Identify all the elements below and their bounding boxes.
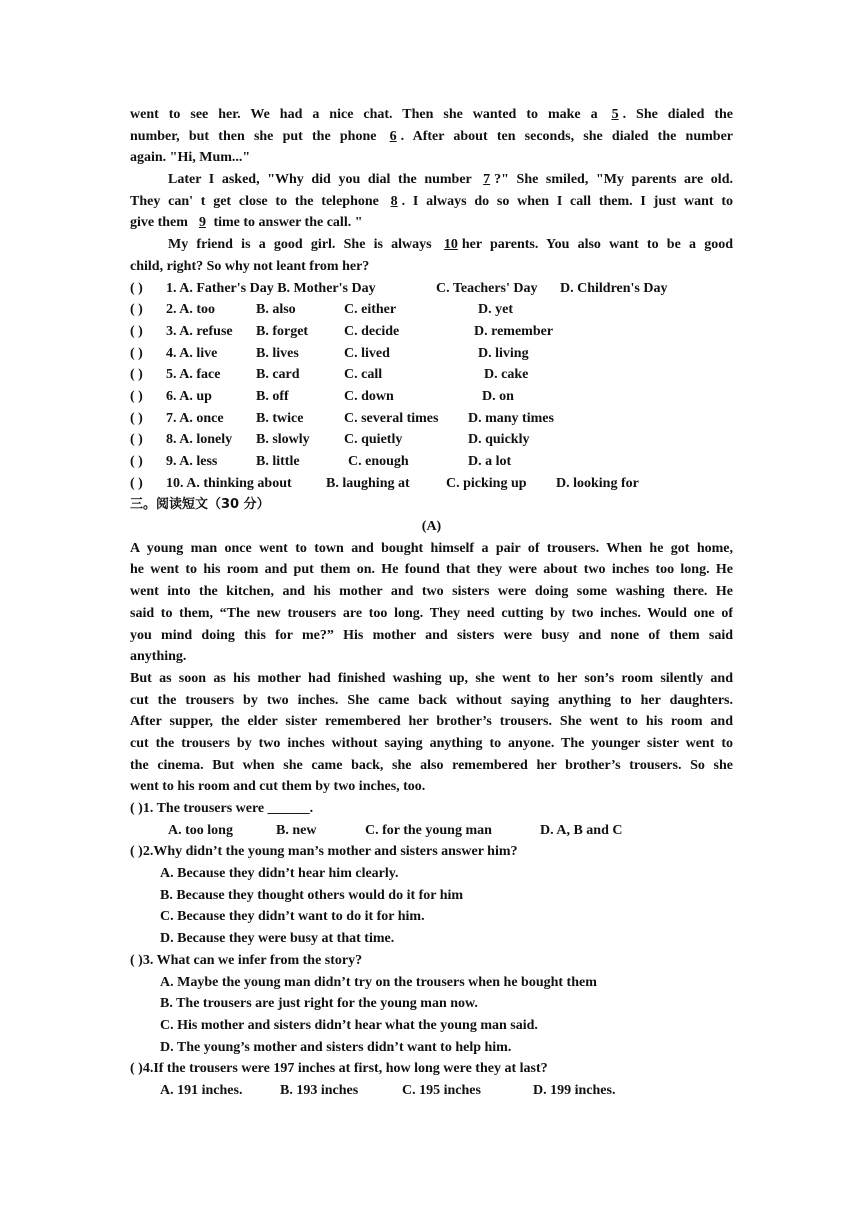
cloze-line	[130, 212, 733, 234]
option-b: B. also	[256, 302, 296, 318]
option-c: C. down	[344, 388, 394, 404]
option-b: B. forget	[256, 323, 309, 339]
option-b: B. off	[256, 388, 289, 404]
option-b: B. The trousers are just right for the young man now.	[160, 996, 478, 1012]
answer-paren[interactable]: ( )	[130, 454, 143, 469]
passage-line: cut the trousers by two inches. She came back without saying anything to her daughters.	[130, 692, 733, 708]
option-d: D. 199 inches.	[533, 1082, 616, 1098]
cloze-line	[130, 104, 733, 126]
passage-line: But as soon as his mother had finished washing up, she went to her son’s room silently and	[130, 670, 733, 686]
option-a: 8. A. lonely	[166, 432, 233, 448]
section-heading: 三。阅读短文（30 分）	[130, 497, 270, 513]
option-b: B. laughing at	[326, 475, 410, 491]
answer-paren[interactable]: ( )	[130, 345, 143, 361]
answer-paren[interactable]: ( )	[130, 432, 143, 448]
option-c: C. several times	[344, 410, 439, 426]
option-a: A. too long	[168, 822, 233, 838]
passage-line: anything.	[130, 649, 187, 665]
question-row	[130, 473, 733, 495]
option-d: D. quickly	[468, 432, 530, 448]
passage-line: A young man once went to town and bought himself a pair of trousers. When he got home,	[130, 540, 733, 556]
option-a: 6. A. up	[166, 388, 212, 404]
option-c: C. call	[344, 367, 383, 383]
reading-question-2	[130, 841, 733, 949]
option-b: B. card	[256, 367, 300, 383]
option-d: D. Because they were busy at that time.	[160, 931, 395, 947]
passage-line: the cinema. But when she came back, she also remembered her brother’s trousers. So she	[130, 757, 733, 773]
passage-text: My friend is a good girl. She is always	[168, 237, 440, 253]
answer-paren[interactable]: ( )	[130, 302, 143, 318]
passage-line: went to his room and cut them by two inches, too.	[130, 779, 426, 795]
passage-text: number, but then she put the phone	[130, 128, 386, 144]
cloze-line	[130, 169, 733, 191]
option-d: D. on	[482, 388, 514, 404]
options-row	[130, 1080, 733, 1102]
cloze-line	[130, 234, 733, 256]
blank-5: 5	[611, 107, 619, 122]
option-c: C. 195 inches	[402, 1082, 481, 1098]
option-a: A. Because they didn’t hear him clearly.	[160, 866, 399, 882]
option-b: B. little	[256, 454, 300, 469]
option-c: C. quietly	[344, 432, 403, 448]
passage-line: you mind doing this for me?” His mother and sisters were busy and none of them said	[130, 627, 733, 643]
question-stem[interactable]: ( )4.If the trousers were 197 inches at first, how long were they at last?	[130, 1061, 548, 1077]
answer-paren[interactable]: ( )	[130, 388, 143, 404]
option-d: D. The young’s mother and sisters didn’t want to help him.	[160, 1039, 512, 1055]
passage-text: They can' t get close to the telephone	[130, 193, 387, 209]
option-ab: 1. A. Father's Day B. Mother's Day	[166, 280, 376, 296]
option-d: D. many times	[468, 410, 554, 426]
option-c: C. Teachers' Day	[436, 280, 538, 296]
answer-paren[interactable]: ( )	[130, 475, 143, 491]
passage-text: . She dialed the	[622, 107, 733, 122]
question-stem[interactable]: ( )3. What can we infer from the story?	[130, 952, 363, 968]
question-stem[interactable]: ( )1. The trousers were ______.	[130, 801, 314, 816]
option-c: C. His mother and sisters didn’t hear what the young man said.	[160, 1017, 538, 1033]
passage-line: said to them, “The new trousers are too long. They need cutting by two inches. Would one of	[130, 605, 733, 621]
answer-paren[interactable]: ( )	[130, 280, 143, 296]
cloze-line	[130, 126, 733, 148]
blank-6: 6	[389, 128, 397, 144]
option-a: 3. A. refuse	[166, 323, 233, 339]
reading-question-1	[130, 798, 733, 841]
option-b: B. twice	[256, 410, 304, 426]
option-c: C. enough	[348, 454, 409, 469]
question-row	[130, 343, 733, 365]
option-d: D. remember	[474, 323, 554, 339]
option-c: C. for the young man	[365, 822, 492, 838]
option-d: D. Children's Day	[560, 280, 668, 296]
option-b: B. new	[276, 822, 317, 838]
option-d: D. a lot	[468, 454, 512, 469]
question-stem[interactable]: ( )2.Why didn’t the young man’s mother and sisters answer him?	[130, 844, 518, 860]
question-row	[130, 364, 733, 386]
option-c: C. lived	[344, 345, 390, 361]
cloze-passage	[130, 104, 733, 278]
passage-text: ?" She smiled, "My parents are old.	[494, 172, 733, 188]
passage-text: . I always do so when I call them. I just want to	[401, 193, 733, 209]
question-row	[130, 321, 733, 343]
passage-text: Later I asked, "Why did you dial the number	[168, 172, 480, 188]
passage-line: After supper, the elder sister remembered her brother’s trousers. She went to his room and	[130, 714, 733, 730]
option-b: B. slowly	[256, 432, 310, 448]
cloze-line: again. "Hi, Mum..."	[130, 150, 251, 166]
cloze-line: child, right? So why not leant from her?	[130, 258, 370, 274]
question-row	[130, 278, 733, 300]
option-a: 5. A. face	[166, 367, 221, 383]
question-row	[130, 408, 733, 430]
option-a: 2. A. too	[166, 302, 215, 318]
blank-7: 7	[483, 172, 491, 188]
option-d: D. cake	[484, 367, 529, 383]
option-b: B. 193 inches	[280, 1082, 359, 1098]
answer-paren[interactable]: ( )	[130, 323, 143, 339]
reading-question-3	[130, 950, 733, 1058]
passage-text: her parents. You also want to be a good	[461, 237, 733, 253]
exam-page	[130, 104, 733, 1102]
blank-9: 9	[198, 215, 206, 231]
option-a: 4. A. live	[166, 345, 218, 361]
passage-line: went into the kitchen, and his mother and two sisters were doing some washing there. He	[130, 584, 733, 600]
option-a: 10. A. thinking about	[166, 475, 292, 491]
option-d: D. looking for	[556, 475, 639, 491]
passage-label: (A)	[421, 519, 442, 535]
option-d: D. yet	[478, 302, 513, 318]
blank-8: 8	[390, 193, 398, 209]
passage-line: he went to his room and put them on. He found that they were about two inches too long. He	[130, 562, 733, 578]
option-b: B. Because they thought others would do it for him	[160, 887, 464, 903]
option-c: C. decide	[344, 323, 400, 339]
option-c: C. either	[344, 302, 397, 318]
option-d: D. living	[478, 345, 529, 361]
cloze-questions	[130, 278, 733, 495]
blank-10: 10	[443, 237, 458, 253]
option-d: D. A, B and C	[540, 822, 623, 838]
passage-text: time to answer the call. "	[213, 215, 363, 231]
option-a: A. Maybe the young man didn’t try on the trousers when he bought them	[160, 974, 597, 990]
options-row	[130, 820, 733, 842]
question-row	[130, 451, 733, 473]
option-a: 7. A. once	[166, 410, 224, 426]
passage-text: went to see her. We had a nice chat. Then she wanted to make a	[130, 107, 608, 122]
option-a: A. 191 inches.	[160, 1082, 243, 1098]
option-b: B. lives	[256, 345, 299, 361]
passage-line: cut the trousers by two inches without saying anything to anyone. The younger sister went to	[130, 735, 733, 751]
reading-passage	[130, 538, 733, 798]
answer-paren[interactable]: ( )	[130, 367, 143, 383]
question-row	[130, 299, 733, 321]
passage-text: . After about ten seconds, she dialed the number	[400, 128, 733, 144]
option-c: C. Because they didn’t want to do it for him.	[160, 909, 425, 925]
question-row	[130, 429, 733, 451]
option-a: 9. A. less	[166, 454, 218, 469]
question-row	[130, 386, 733, 408]
reading-question-4	[130, 1058, 733, 1101]
option-c: C. picking up	[446, 475, 527, 491]
answer-paren[interactable]: ( )	[130, 410, 143, 426]
passage-text: give them	[130, 215, 192, 231]
cloze-line	[130, 191, 733, 213]
